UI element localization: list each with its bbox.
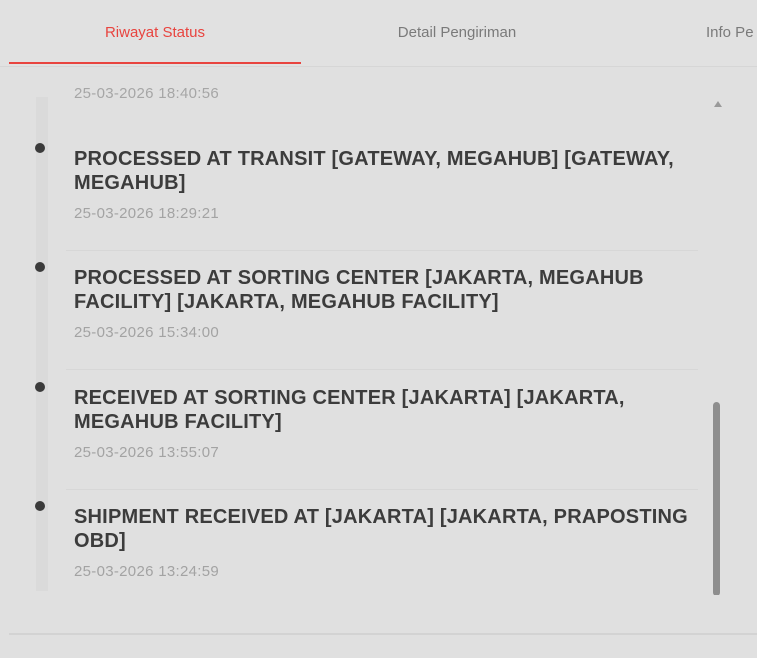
tab-detail-pengiriman-label: Detail Pengiriman [397,24,517,41]
entry-date: 25-03-2026 18:29:21 [74,205,219,222]
entry-date: 25-03-2026 13:24:59 [74,563,219,580]
timeline-entry [58,372,698,490]
tab-riwayat-status[interactable] [9,0,301,66]
entry-title: PROCESSED AT TRANSIT [GATEWAY, MEGAHUB] [GATEWAY, MEGAHUB] [74,148,674,194]
tab-info[interactable] [706,0,754,66]
timeline-entry [58,133,698,251]
divider [9,633,757,635]
timeline-entry [58,491,698,595]
triangle-up-icon[interactable] [714,101,722,107]
entry-title: SHIPMENT RECEIVED AT [JAKARTA] [JAKARTA, PRAPOSTING OBD] [74,506,688,552]
active-tab-indicator [9,62,301,64]
tab-riwayat-status-label: Riwayat Status [104,24,206,41]
entry-date: 25-03-2026 13:55:07 [74,444,219,461]
scrollbar-thumb[interactable] [713,402,720,595]
timeline-entry [58,252,698,370]
entry-title: RECEIVED AT SORTING CENTER [JAKARTA] [JAKARTA, MEGAHUB FACILITY] [74,387,625,433]
tab-detail-pengiriman[interactable] [301,0,613,66]
tab-info-label: Info Pe [706,24,754,41]
bullet-dot-icon [35,501,45,511]
bullet-dot-icon [35,382,45,392]
bullet-dot-icon [35,262,45,272]
vertical-scrollbar[interactable] [711,97,725,595]
timeline-rail [36,97,48,591]
tab-bar [0,0,757,67]
status-history-panel [0,67,757,595]
partial-entry-date: 25-03-2026 18:40:56 [74,85,219,102]
entry-date: 25-03-2026 15:34:00 [74,324,219,341]
entry-title: PROCESSED AT SORTING CENTER [JAKARTA, MEGAHUB FACILITY] [JAKARTA, MEGAHUB FACILITY] [74,267,644,313]
bullet-dot-icon [35,143,45,153]
